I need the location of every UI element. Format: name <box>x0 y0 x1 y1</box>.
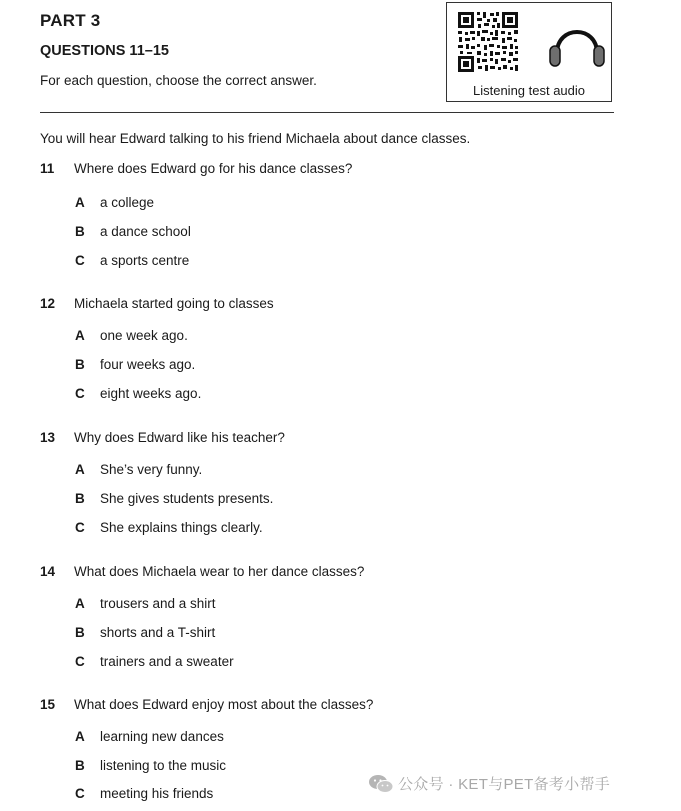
option-letter: C <box>75 654 85 669</box>
answer-option[interactable]: meeting his friends <box>100 786 214 801</box>
option-letter: B <box>75 224 85 239</box>
answer-option[interactable]: one week ago. <box>100 328 188 343</box>
answer-option[interactable]: trainers and a sweater <box>100 654 234 669</box>
watermark-text: 公众号 · KET与PET备考小帮手 <box>398 776 611 793</box>
answer-option[interactable]: shorts and a T-shirt <box>100 625 216 640</box>
question-text: Why does Edward like his teacher? <box>74 430 285 445</box>
question-text: Michaela started going to classes <box>74 296 274 311</box>
answer-option[interactable]: eight weeks ago. <box>100 386 202 401</box>
question-number: 13 <box>40 430 56 445</box>
option-letter: A <box>75 729 85 744</box>
option-letter: A <box>75 462 85 477</box>
listening-audio-label: Listening test audio <box>472 83 586 98</box>
option-letter: C <box>75 786 85 801</box>
option-letter: A <box>75 195 85 210</box>
answer-option[interactable]: learning new dances <box>100 729 224 744</box>
questions-range: QUESTIONS 11–15 <box>40 43 169 59</box>
answer-option[interactable]: four weeks ago. <box>100 357 196 372</box>
listening-intro-text: You will hear Edward talking to his friend Michaela about dance classes. <box>40 131 471 146</box>
answer-option[interactable]: She explains things clearly. <box>100 520 263 535</box>
option-letter: B <box>75 758 85 773</box>
section-divider <box>40 112 614 113</box>
option-letter: C <box>75 520 85 535</box>
option-letter: A <box>75 596 85 611</box>
option-letter: C <box>75 253 85 268</box>
option-letter: A <box>75 328 85 343</box>
answer-option[interactable]: trousers and a shirt <box>100 596 216 611</box>
question-number: 12 <box>40 296 56 311</box>
question-text: Where does Edward go for his dance classes? <box>74 161 353 176</box>
wechat-icon <box>368 774 394 794</box>
instruction-text: For each question, choose the correct answer. <box>40 73 317 88</box>
answer-option[interactable]: a college <box>100 195 155 210</box>
question-text: What does Edward enjoy most about the classes? <box>74 697 374 712</box>
option-letter: C <box>75 386 85 401</box>
question-number: 11 <box>40 161 55 176</box>
question-text: What does Michaela wear to her dance classes? <box>74 564 365 579</box>
qr-code-icon[interactable] <box>457 11 519 73</box>
answer-option[interactable]: a sports centre <box>100 253 190 268</box>
watermark <box>368 773 610 794</box>
answer-option[interactable]: listening to the music <box>100 758 227 773</box>
answer-option[interactable]: She gives students presents. <box>100 491 274 506</box>
answer-option[interactable]: She’s very funny. <box>100 462 203 477</box>
option-letter: B <box>75 357 85 372</box>
option-letter: B <box>75 625 85 640</box>
listening-audio-box[interactable] <box>446 2 612 102</box>
question-number: 14 <box>40 564 56 579</box>
headphones-icon <box>547 15 607 71</box>
option-letter: B <box>75 491 85 506</box>
part-title: PART 3 <box>40 11 101 30</box>
answer-option[interactable]: a dance school <box>100 224 191 239</box>
question-number: 15 <box>40 697 56 712</box>
